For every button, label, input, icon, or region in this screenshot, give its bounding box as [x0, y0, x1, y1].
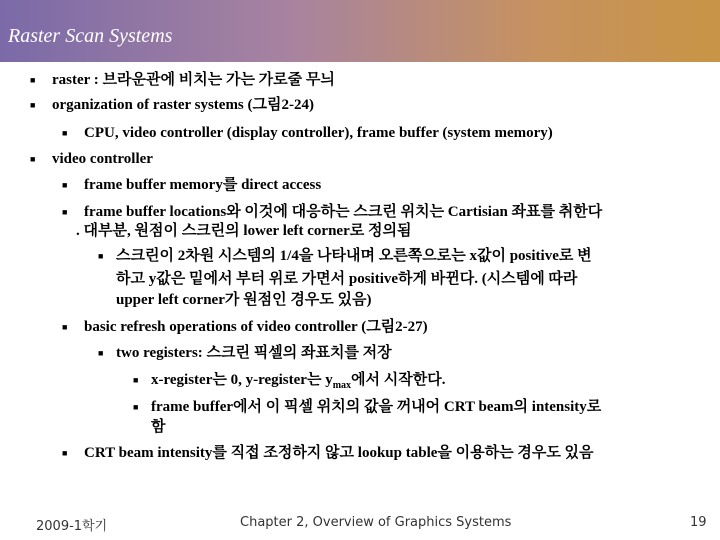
bullet-text: frame buffer에서 이 픽셀 위치의 값을 꺼내어 CRT beam의 intensity로 [151, 399, 602, 415]
bullet-icon: ■ [62, 180, 68, 190]
bullet-text: frame buffer memory를 direct access [84, 177, 322, 193]
bullet-icon: ■ [98, 251, 104, 261]
page-number: 19 [690, 515, 707, 530]
bullet-icon: ■ [133, 375, 139, 385]
subscript-max: max [332, 380, 352, 391]
bullet-text: basic refresh operations of video controller (그림2-27) [84, 319, 428, 335]
bullet-text: CRT beam intensity를 직접 조정하지 않고 lookup table을 이용하는 경우도 있음 [84, 445, 594, 461]
bullet-icon: ■ [62, 207, 68, 217]
bullet-icon: ■ [62, 448, 68, 458]
bullet-icon: ■ [30, 154, 36, 164]
bullet-text: CPU, video controller (display controller), frame buffer (system memory) [84, 125, 553, 141]
bullet-text-continuation: 함 [151, 419, 166, 435]
bullet-text: frame buffer locations와 이것에 대응하는 스크린 위치는 Cartisian 좌표를 취한다 [84, 204, 603, 220]
title-bar [0, 0, 720, 62]
bullet-text-part: 에서 시작한다. [351, 372, 446, 388]
footer-semester: 2009-1학기 [36, 519, 108, 534]
bullet-icon: ■ [133, 402, 139, 412]
bullet-text: organization of raster systems (그림2-24) [52, 97, 314, 113]
bullet-icon: ■ [30, 75, 36, 85]
bullet-text: 스크린이 2차원 시스템의 1/4을 나타내며 오른쪽으로는 x값이 positive로 변 [116, 248, 592, 264]
bullet-text-part: x-register는 0, y-register는 y [151, 372, 333, 388]
bullet-text: two registers: 스크린 픽셀의 좌표치를 저장 [116, 345, 392, 361]
slide-title: Raster Scan Systems [8, 25, 173, 47]
bullet-text-continuation: . 대부분, 원점이 스크린의 lower left corner로 정의됨 [76, 223, 412, 239]
bullet-icon: ■ [98, 348, 104, 358]
bullet-text: raster : 브라운관에 비치는 가는 가로줄 무늬 [52, 72, 335, 88]
bullet-text [151, 371, 446, 395]
bullet-icon: ■ [30, 100, 36, 110]
bullet-text: video controller [52, 151, 153, 167]
bullet-text-continuation: upper left corner가 원점인 경우도 있음) [116, 292, 372, 308]
bullet-text-continuation: 하고 y값은 밑에서 부터 위로 가면서 positive하게 바뀐다. (시스템에 따라 [116, 271, 578, 287]
footer-course: Chapter 2, Overview of Graphics Systems [240, 515, 512, 530]
bullet-icon: ■ [62, 128, 68, 138]
bullet-icon: ■ [62, 322, 68, 332]
